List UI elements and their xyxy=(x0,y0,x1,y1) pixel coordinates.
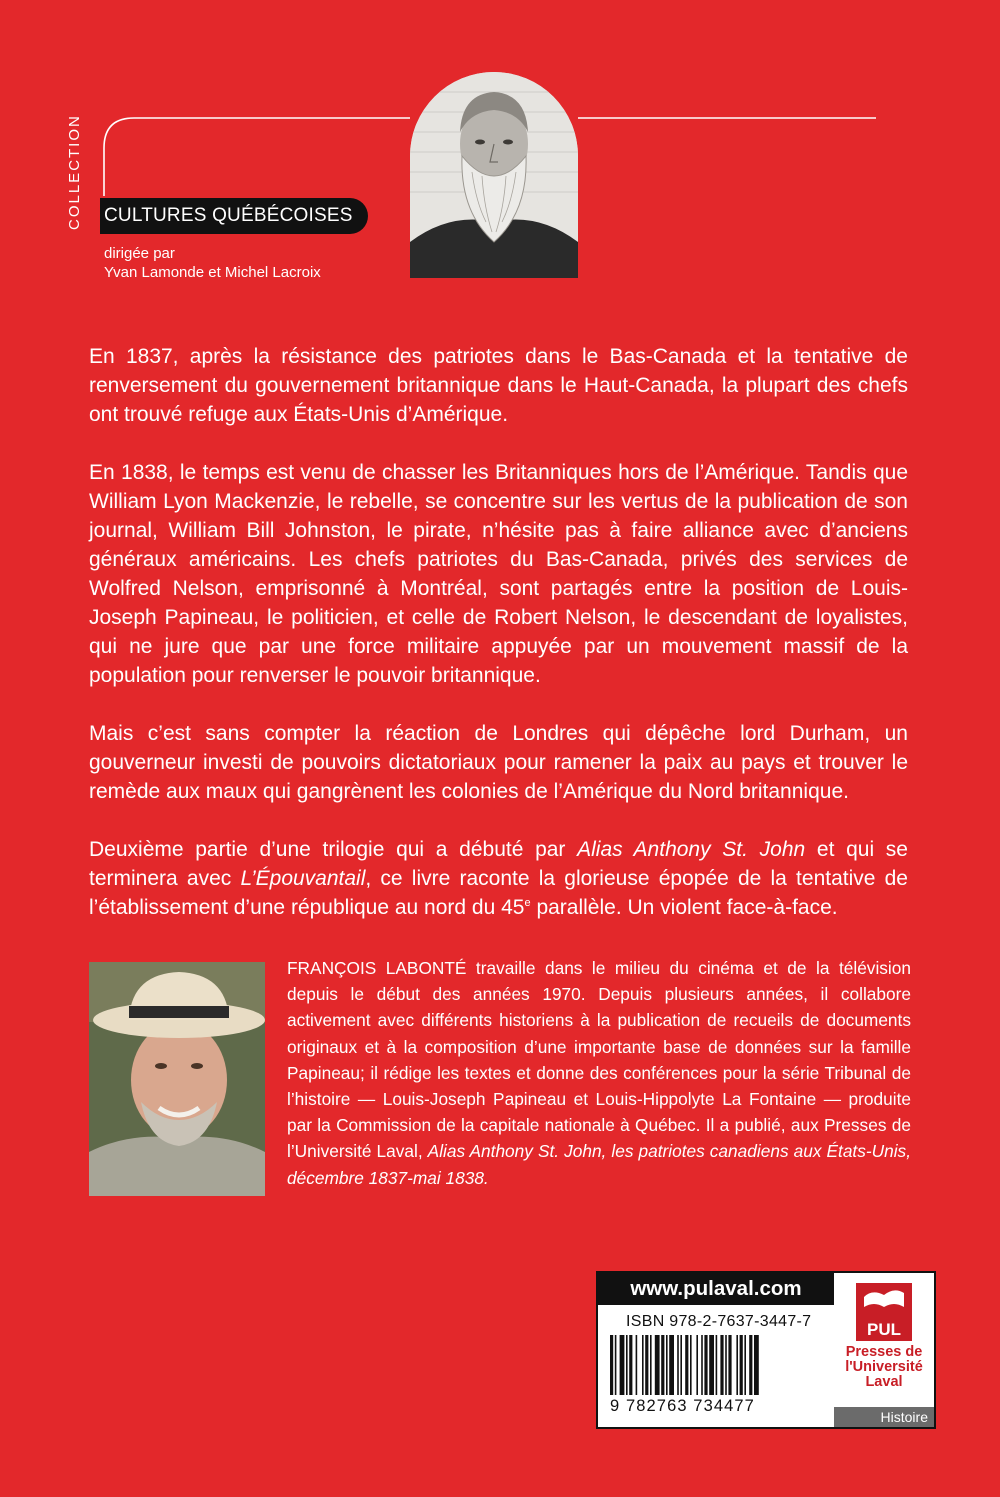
barcode-digits: 9 782763 734477 xyxy=(610,1397,755,1415)
barcode-bar xyxy=(669,1335,674,1395)
description-paragraph-4 xyxy=(89,835,908,922)
publisher-logo xyxy=(834,1273,934,1409)
barcode-bar xyxy=(677,1335,679,1395)
pul-logo-icon xyxy=(834,1273,934,1345)
author-book-title: Alias Anthony St. John, les patriotes canadiens aux États-Unis, décembre 1837-mai 1838. xyxy=(287,1141,911,1188)
collection-name: CULTURES QUÉBÉCOISES xyxy=(100,198,368,234)
p4-title-alias: Alias Anthony St. John xyxy=(577,838,806,861)
barcode-bar xyxy=(704,1335,707,1395)
description-paragraph-3: Mais c’est sans compter la réaction de Londres qui dépêche lord Durham, un gouverneur investi de pouvoirs dictatoriaux pour ramener la paix au pays et trouver le remède aux maux qui gangrènent les colonies de l’Amérique du Nord britannique. xyxy=(89,722,908,803)
barcode-bar xyxy=(749,1335,752,1395)
barcode-bar xyxy=(685,1335,688,1395)
author-photo xyxy=(89,962,265,1196)
barcode-bar xyxy=(728,1335,731,1395)
p4-superscript: e xyxy=(524,897,531,909)
portrait-illustration xyxy=(410,72,578,278)
barcode-bar xyxy=(680,1335,682,1395)
publisher-name-line-2: l'Université xyxy=(845,1359,923,1375)
description-paragraph-1: En 1837, après la résistance des patriotes dans le Bas-Canada et la tentative de renversement du gouvernement britannique dans le Haut-Canada, la plupart des chefs ont trouvé refuge aux États-Unis d’Amérique. xyxy=(89,345,908,426)
barcode-bar xyxy=(720,1335,723,1395)
barcode-bar xyxy=(666,1335,668,1395)
p4-text-d: parallèle. Un violent face-à-face. xyxy=(530,896,838,919)
barcode-bar xyxy=(754,1335,759,1395)
barcode-bar xyxy=(645,1335,648,1395)
barcode-bar xyxy=(736,1335,738,1395)
publisher-box xyxy=(596,1271,936,1429)
publisher-name-line-3: Laval xyxy=(865,1374,903,1390)
barcode-bar xyxy=(701,1335,703,1395)
directed-by-label: dirigée par xyxy=(104,245,175,262)
barcode-bar xyxy=(725,1335,727,1395)
barcode-icon xyxy=(610,1335,810,1395)
author-bio-text: FRANÇOIS LABONTÉ travaille dans le milieu du cinéma et de la télévision depuis le début des années 1970. Depuis plusieurs années, il collabore activement avec différents historiens à la publication de recueils de documents originaux et à la composition d’une importante base de données sur la famille Papineau; il rédige les textes et donne des conférences pour la série Tribunal de l’histoire — Louis-Joseph Papineau et Louis-Hippolyte La Fontaine — produite par la Commission de la capitale nationale à Québec. Il a publié, aux Presses de l’Université Laval, xyxy=(287,958,911,1162)
portrait-engraving xyxy=(410,72,578,278)
editors-names: Yvan Lamonde et Michel Lacroix xyxy=(104,264,321,281)
publisher-url[interactable]: www.pulaval.com xyxy=(598,1273,834,1305)
barcode-bar xyxy=(716,1335,718,1395)
author-photo-illustration xyxy=(89,962,265,1196)
barcode-bar xyxy=(615,1335,617,1395)
barcode-bar xyxy=(629,1335,632,1395)
description-paragraph-2: En 1838, le temps est venu de chasser les Britanniques hors de l’Amérique. Tandis que William Lyon Mackenzie, le rebelle, se concentre sur les vertus de la publication de son journal, William Bill Johnston, le pirate, n’hésite pas à faire alliance avec d’anciens généraux américains. Les chefs patriotes du Bas-Canada, privés des services de Wolfred Nelson, emprisonné à Montréal, sont partagés entre la position de Louis-Joseph Papineau, le politicien, et celle de Robert Nelson, le descendant de loyalistes, qui ne jure que par une force militaire appuyée par un mouvement massif de la population pour renverser le pouvoir britannique. xyxy=(89,461,908,687)
barcode-bar xyxy=(709,1335,714,1395)
barcode-bar xyxy=(610,1335,613,1395)
barcode-bar xyxy=(626,1335,628,1395)
barcode-bar xyxy=(696,1335,698,1395)
p4-text-c: , ce livre raconte la glorieuse épopée de la tentative de l’établissement d’une république au nord du 45 xyxy=(89,867,908,919)
collection-directors xyxy=(104,244,321,282)
p4-title-epouvantail: L’Épouvantail xyxy=(240,867,366,890)
barcode-bar xyxy=(655,1335,660,1395)
barcode-bar xyxy=(690,1335,692,1395)
publisher-name-line-1: Presses de xyxy=(845,1344,923,1360)
isbn-number: ISBN 978-2-7637-3447-7 xyxy=(626,1313,812,1330)
genre-label: Histoire xyxy=(834,1407,934,1427)
barcode-bar xyxy=(642,1335,644,1395)
publisher-name xyxy=(834,1345,934,1390)
barcode-bar xyxy=(661,1335,664,1395)
author-bio xyxy=(287,955,911,1191)
barcode-bar xyxy=(650,1335,652,1395)
barcode-bar xyxy=(744,1335,746,1395)
p4-text-b: et qui se terminera avec xyxy=(89,838,908,890)
pul-logo-text: PUL xyxy=(867,1320,901,1339)
collection-label: COLLECTION xyxy=(66,114,83,230)
p4-text-a: Deuxième partie d’une trilogie qui a débuté par xyxy=(89,838,578,861)
book-description xyxy=(89,342,908,951)
barcode-bar xyxy=(740,1335,743,1395)
barcode-bar xyxy=(620,1335,625,1395)
barcode-bar xyxy=(636,1335,638,1395)
